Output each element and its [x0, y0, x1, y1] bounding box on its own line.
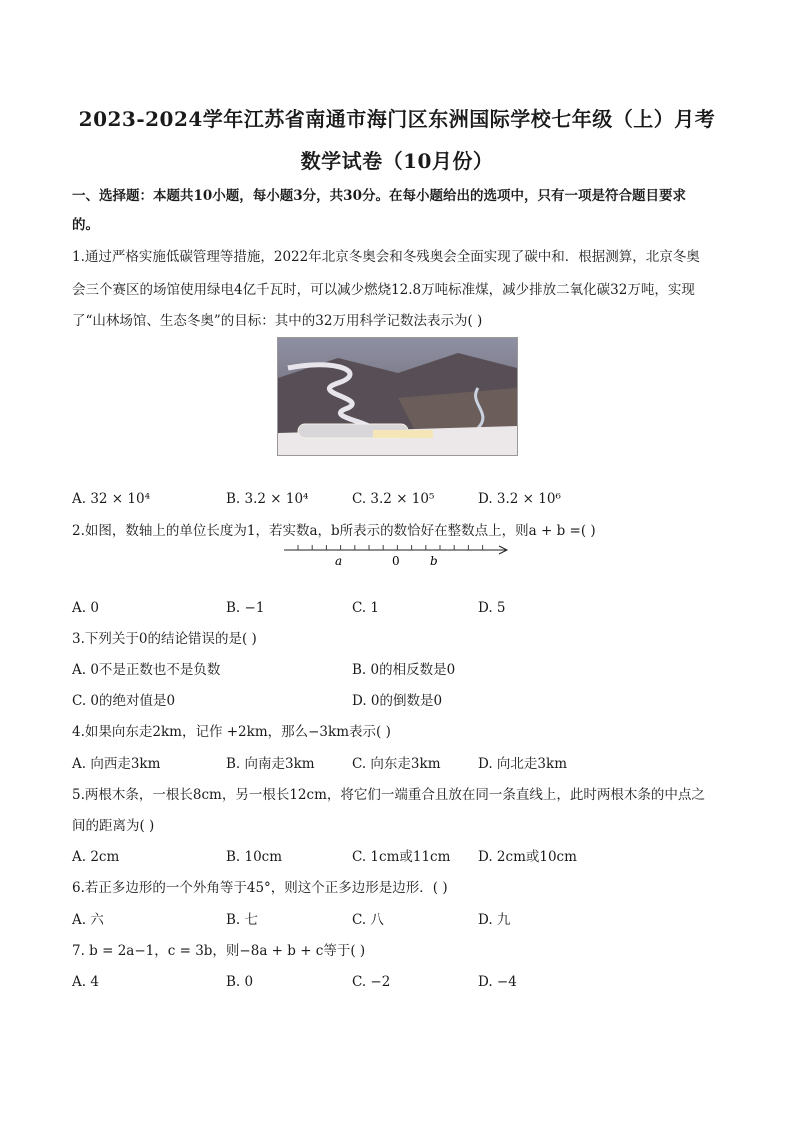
- q1-option-b: B. 3.2 × 10⁴: [226, 491, 309, 507]
- q3-option-a: A. 0不是正数也不是负数: [72, 662, 221, 678]
- q6-option-c: C. 八: [352, 912, 384, 928]
- number-line-label-b: b: [430, 554, 438, 568]
- q3-option-c: C. 0的绝对值是0: [72, 693, 176, 709]
- number-line-label-a: a: [335, 554, 343, 568]
- question-4-line1: 4.如果向东走2km，记作 +2km，那么−3km表示( ): [72, 724, 391, 740]
- question-1-line1: 1.通过严格实施低碳管理等措施，2022年北京冬奥会和冬残奥会全面实现了碳中和．根据测算，北京冬奥: [72, 249, 700, 265]
- question-5-line2: 间的距离为( ): [72, 818, 155, 834]
- q7-option-c: C. −2: [352, 974, 391, 990]
- number-line-ticks: [298, 545, 483, 550]
- q7-option-b: B. 0: [226, 974, 254, 990]
- q2-option-c: C. 1: [352, 600, 380, 616]
- q6-option-b: B. 七: [226, 912, 259, 928]
- question-6-line1: 6.若正多边形的一个外角等于45°，则这个正多边形是边形．( ): [72, 880, 448, 896]
- question-1-line3: 了“山林场馆、生态冬奥”的目标：其中的32万用科学记数法表示为( ): [72, 313, 483, 329]
- q5-option-d: D. 2cm或10cm: [478, 849, 577, 865]
- q4-option-c: C. 向东走3km: [352, 756, 441, 772]
- q7-option-a: A. 4: [72, 974, 99, 990]
- question-3-line1: 3.下列关于0的结论错误的是( ): [72, 631, 257, 647]
- section-instructions-line2: 的。: [72, 217, 99, 233]
- question-5-line1: 5.两根木条，一根长8cm，另一根长12cm，将它们一端重合且放在同一条直线上，此时两根木条的中点之: [72, 787, 705, 803]
- olympic-venue-photo: [277, 337, 518, 456]
- q4-option-a: A. 向西走3km: [72, 756, 161, 772]
- q1-option-a: A. 32 × 10⁴: [72, 491, 150, 507]
- q5-option-a: A. 2cm: [72, 849, 120, 865]
- q6-option-d: D. 九: [478, 912, 511, 928]
- number-line-figure: [284, 543, 514, 583]
- q1-option-d: D. 3.2 × 10⁶: [478, 491, 561, 507]
- q2-option-d: D. 5: [478, 600, 506, 616]
- q6-option-a: A. 六: [72, 912, 104, 928]
- q2-option-a: A. 0: [72, 600, 99, 616]
- photo-illustration: [278, 338, 517, 455]
- q1-option-c: C. 3.2 × 10⁵: [352, 491, 435, 507]
- q5-option-c: C. 1cm或11cm: [352, 849, 451, 865]
- section-instructions-line1: 一、选择题：本题共10小题，每小题3分，共30分。在每小题给出的选项中，只有一项是符合题目要求: [72, 188, 686, 204]
- q4-option-b: B. 向南走3km: [226, 756, 315, 772]
- q2-option-b: B. −1: [226, 600, 265, 616]
- q3-option-d: D. 0的倒数是0: [352, 693, 443, 709]
- number-line-label-zero: 0: [392, 554, 400, 568]
- question-1-line2: 会三个赛区的场馆使用绿电4亿千瓦时，可以减少燃烧12.8万吨标准煤，减少排放二氧化碳32万吨，实现: [72, 282, 695, 298]
- exam-title-line1: 2023-2024学年江苏省南通市海门区东洲国际学校七年级（上）月考: [78, 107, 716, 131]
- question-7-line1: 7. b = 2a−1，c = 3b，则−8a + b + c等于( ): [72, 943, 366, 959]
- q7-option-d: D. −4: [478, 974, 517, 990]
- q3-option-b: B. 0的相反数是0: [352, 662, 456, 678]
- q5-option-b: B. 10cm: [226, 849, 283, 865]
- q4-option-d: D. 向北走3km: [478, 756, 567, 772]
- question-2-line1: 2.如图，数轴上的单位长度为1，若实数a，b所表示的数恰好在整数点上，则a + b =( ): [72, 523, 596, 539]
- exam-title-line2: 数学试卷（10月份）: [300, 149, 494, 173]
